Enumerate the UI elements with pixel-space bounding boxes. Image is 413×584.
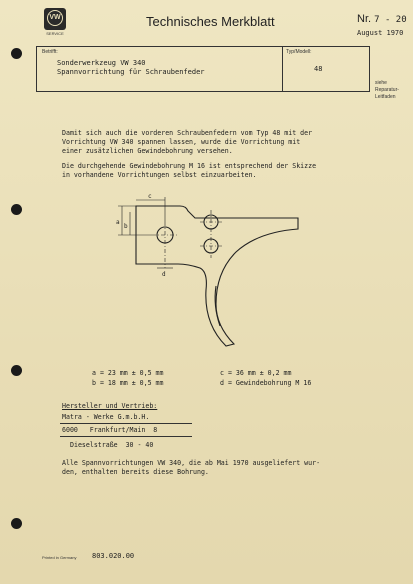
betreff-line: Sonderwerkzeug VW 340 bbox=[57, 59, 146, 67]
dim-label-b: b bbox=[124, 223, 128, 230]
technical-drawing bbox=[108, 194, 308, 359]
dimension-c: c = 36 mm ± 0,2 mm bbox=[220, 369, 292, 377]
typ-value: 48 bbox=[314, 65, 323, 73]
intro-line: Damit sich auch die vorderen Schraubenfedern vom Typ 48 mit der bbox=[62, 129, 313, 137]
intro-line: Die durchgehende Gewindebohrung M 16 ist entsprechend der Skizze bbox=[62, 162, 317, 170]
maker-divider bbox=[60, 423, 192, 424]
intro-line: einer zusätzlichen Gewindebohrung versehen. bbox=[62, 147, 233, 155]
closing-line: den, enthalten bereits diese Bohrung. bbox=[62, 468, 209, 476]
intro-line: Vorrichtung VW 340 spannen lassen, wurde die Vorrichtung mit bbox=[62, 138, 301, 146]
maker-line: 6000 Frankfurt/Main 8 bbox=[62, 426, 158, 434]
footer-number: 803.020.00 bbox=[92, 552, 135, 560]
nr-label: Nr. bbox=[357, 13, 372, 25]
binder-hole bbox=[11, 48, 22, 59]
maker-line: Dieselstraße 30 - 40 bbox=[70, 441, 154, 449]
dimension-a: a = 23 mm ± 0,5 mm bbox=[92, 369, 164, 377]
document-date: August 1970 bbox=[357, 29, 404, 37]
closing-line: Alle Spannvorrichtungen VW 340, die ab Mai 1970 ausgeliefert wur- bbox=[62, 459, 321, 467]
dimension-d: d = Gewindebohrung M 16 bbox=[220, 379, 312, 387]
side-note-line: Leitfaden bbox=[375, 94, 396, 100]
footer-label: Printed in Germany bbox=[42, 555, 77, 560]
binder-hole bbox=[11, 204, 22, 215]
side-note-line: Reparatur- bbox=[375, 87, 399, 93]
side-note bbox=[375, 80, 399, 101]
binder-hole bbox=[11, 365, 22, 376]
dim-label-a: a bbox=[116, 219, 120, 226]
betreff-text bbox=[57, 59, 205, 77]
tool-inner-edge bbox=[215, 286, 220, 326]
typ-label: Typ/Modell: bbox=[286, 49, 312, 55]
dimension-b: b = 18 mm ± 0,5 mm bbox=[92, 379, 164, 387]
dim-label-d: d bbox=[162, 271, 166, 278]
dim-label-c: c bbox=[148, 194, 152, 200]
side-note-line: siehe bbox=[375, 80, 387, 86]
maker-divider bbox=[60, 436, 192, 437]
tool-outline bbox=[136, 206, 298, 346]
logo-subtitle: SERVICE bbox=[46, 31, 64, 36]
document-number bbox=[357, 13, 407, 25]
maker-heading: Hersteller und Vertrieb: bbox=[62, 402, 158, 410]
box-divider bbox=[282, 47, 283, 91]
subject-box bbox=[36, 46, 370, 92]
intro-line: in vorhandene Vorrichtungen selbst einzuarbeiten. bbox=[62, 171, 257, 179]
binder-hole bbox=[11, 518, 22, 529]
betreff-label: Betrifft: bbox=[42, 49, 58, 55]
page-title: Technisches Merkblatt bbox=[146, 14, 275, 29]
maker-line: Matra - Werke G.m.b.H. bbox=[62, 413, 150, 421]
betreff-line: Spannvorrichtung für Schraubenfeder bbox=[57, 68, 205, 76]
nr-value: 7 - 20 bbox=[374, 15, 407, 25]
vw-logo-mark: VW bbox=[47, 10, 63, 26]
vw-logo bbox=[44, 8, 66, 30]
